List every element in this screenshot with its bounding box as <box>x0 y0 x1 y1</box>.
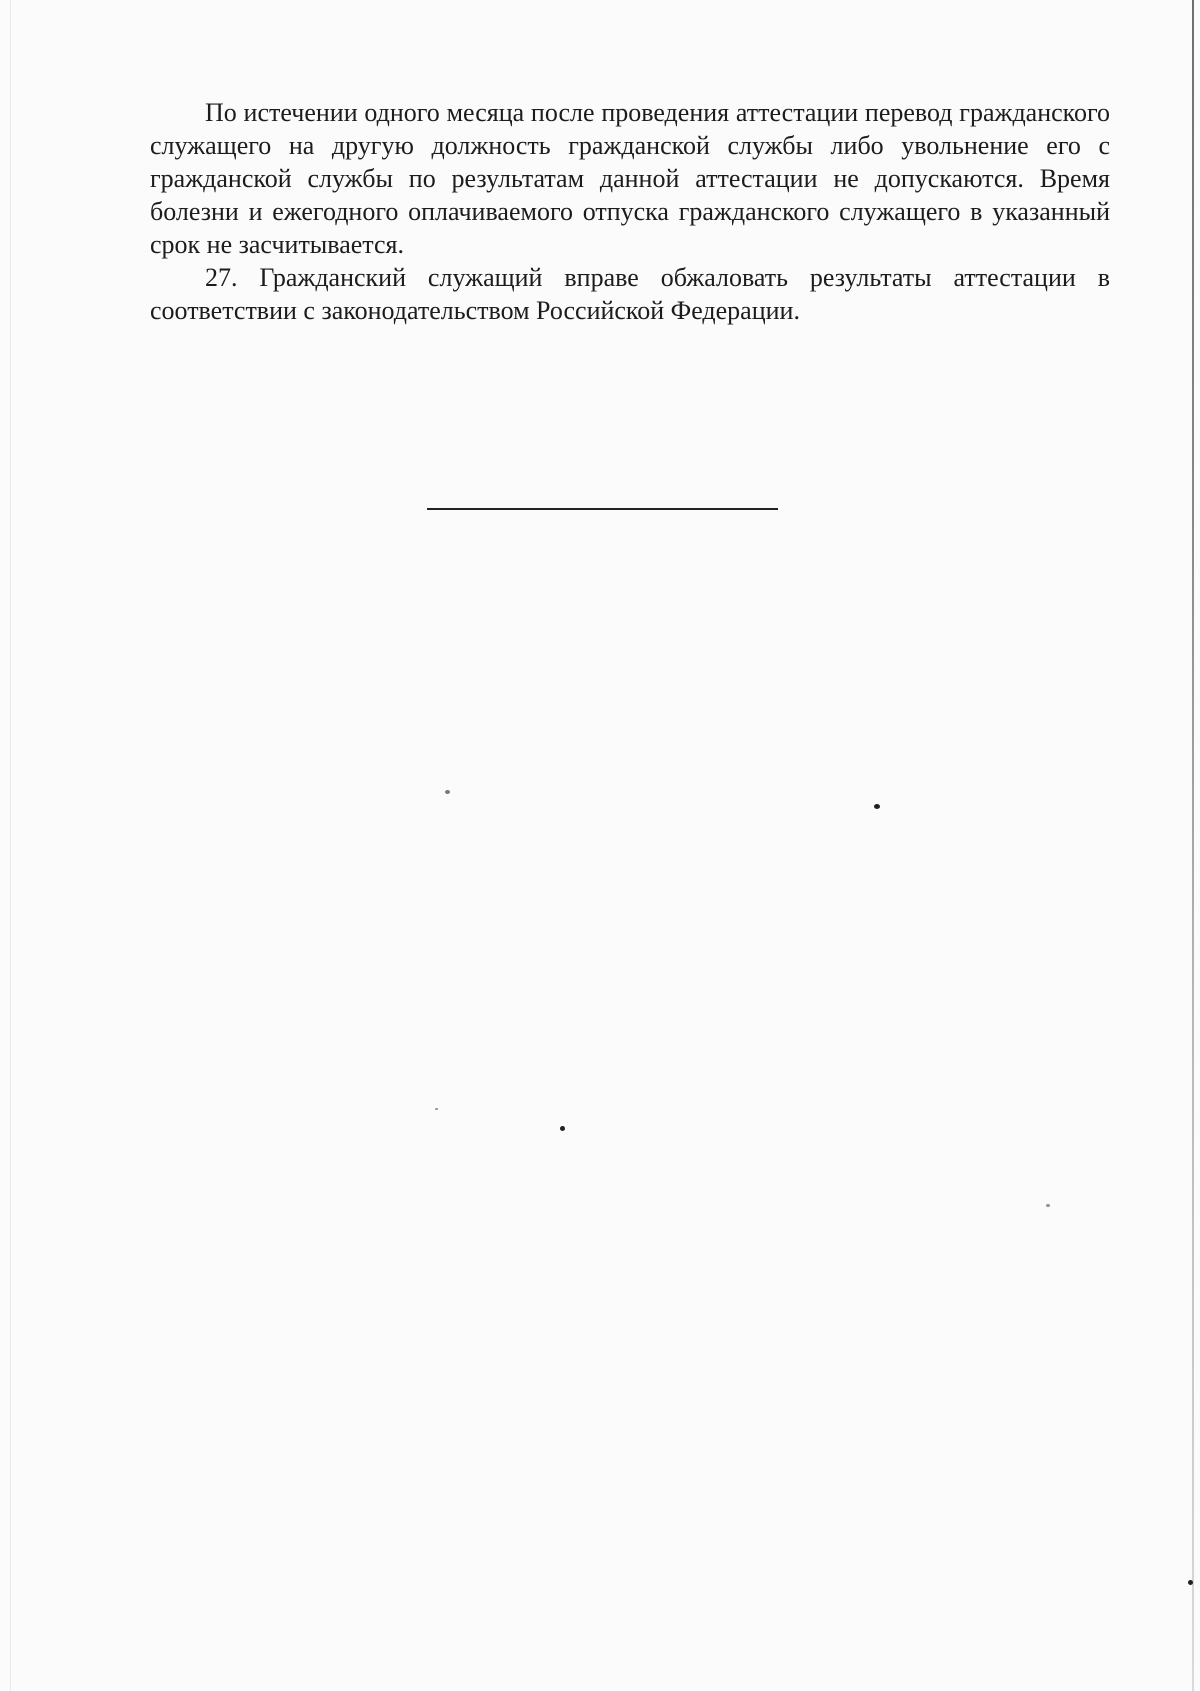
scan-speck <box>1188 1580 1193 1585</box>
scan-speck <box>874 804 880 809</box>
scan-speck <box>445 790 450 794</box>
end-of-document-line <box>427 508 778 510</box>
paragraph-27-appeal: 27. Гражданский служащий вправе обжаловать результаты аттестации в соответствии с законодательством Российской Федерации. <box>150 263 1110 325</box>
scan-edge-right <box>1192 0 1194 1691</box>
scan-speck <box>560 1126 565 1131</box>
scan-edge-left <box>10 0 11 1691</box>
paragraph-attestation-term: По истечении одного месяца после проведения аттестации перевод гражданского служащего на другую должность гражданской службы либо увольнение его с гражданской службы по результатам данной аттестации не допускаются. Время болезни и ежегодного оплачиваемого отпуска гражданского служащего в указанный срок не засчитывается. <box>150 98 1110 259</box>
scan-speck <box>1046 1204 1050 1207</box>
document-body <box>150 96 1110 327</box>
scan-speck <box>435 1108 438 1110</box>
